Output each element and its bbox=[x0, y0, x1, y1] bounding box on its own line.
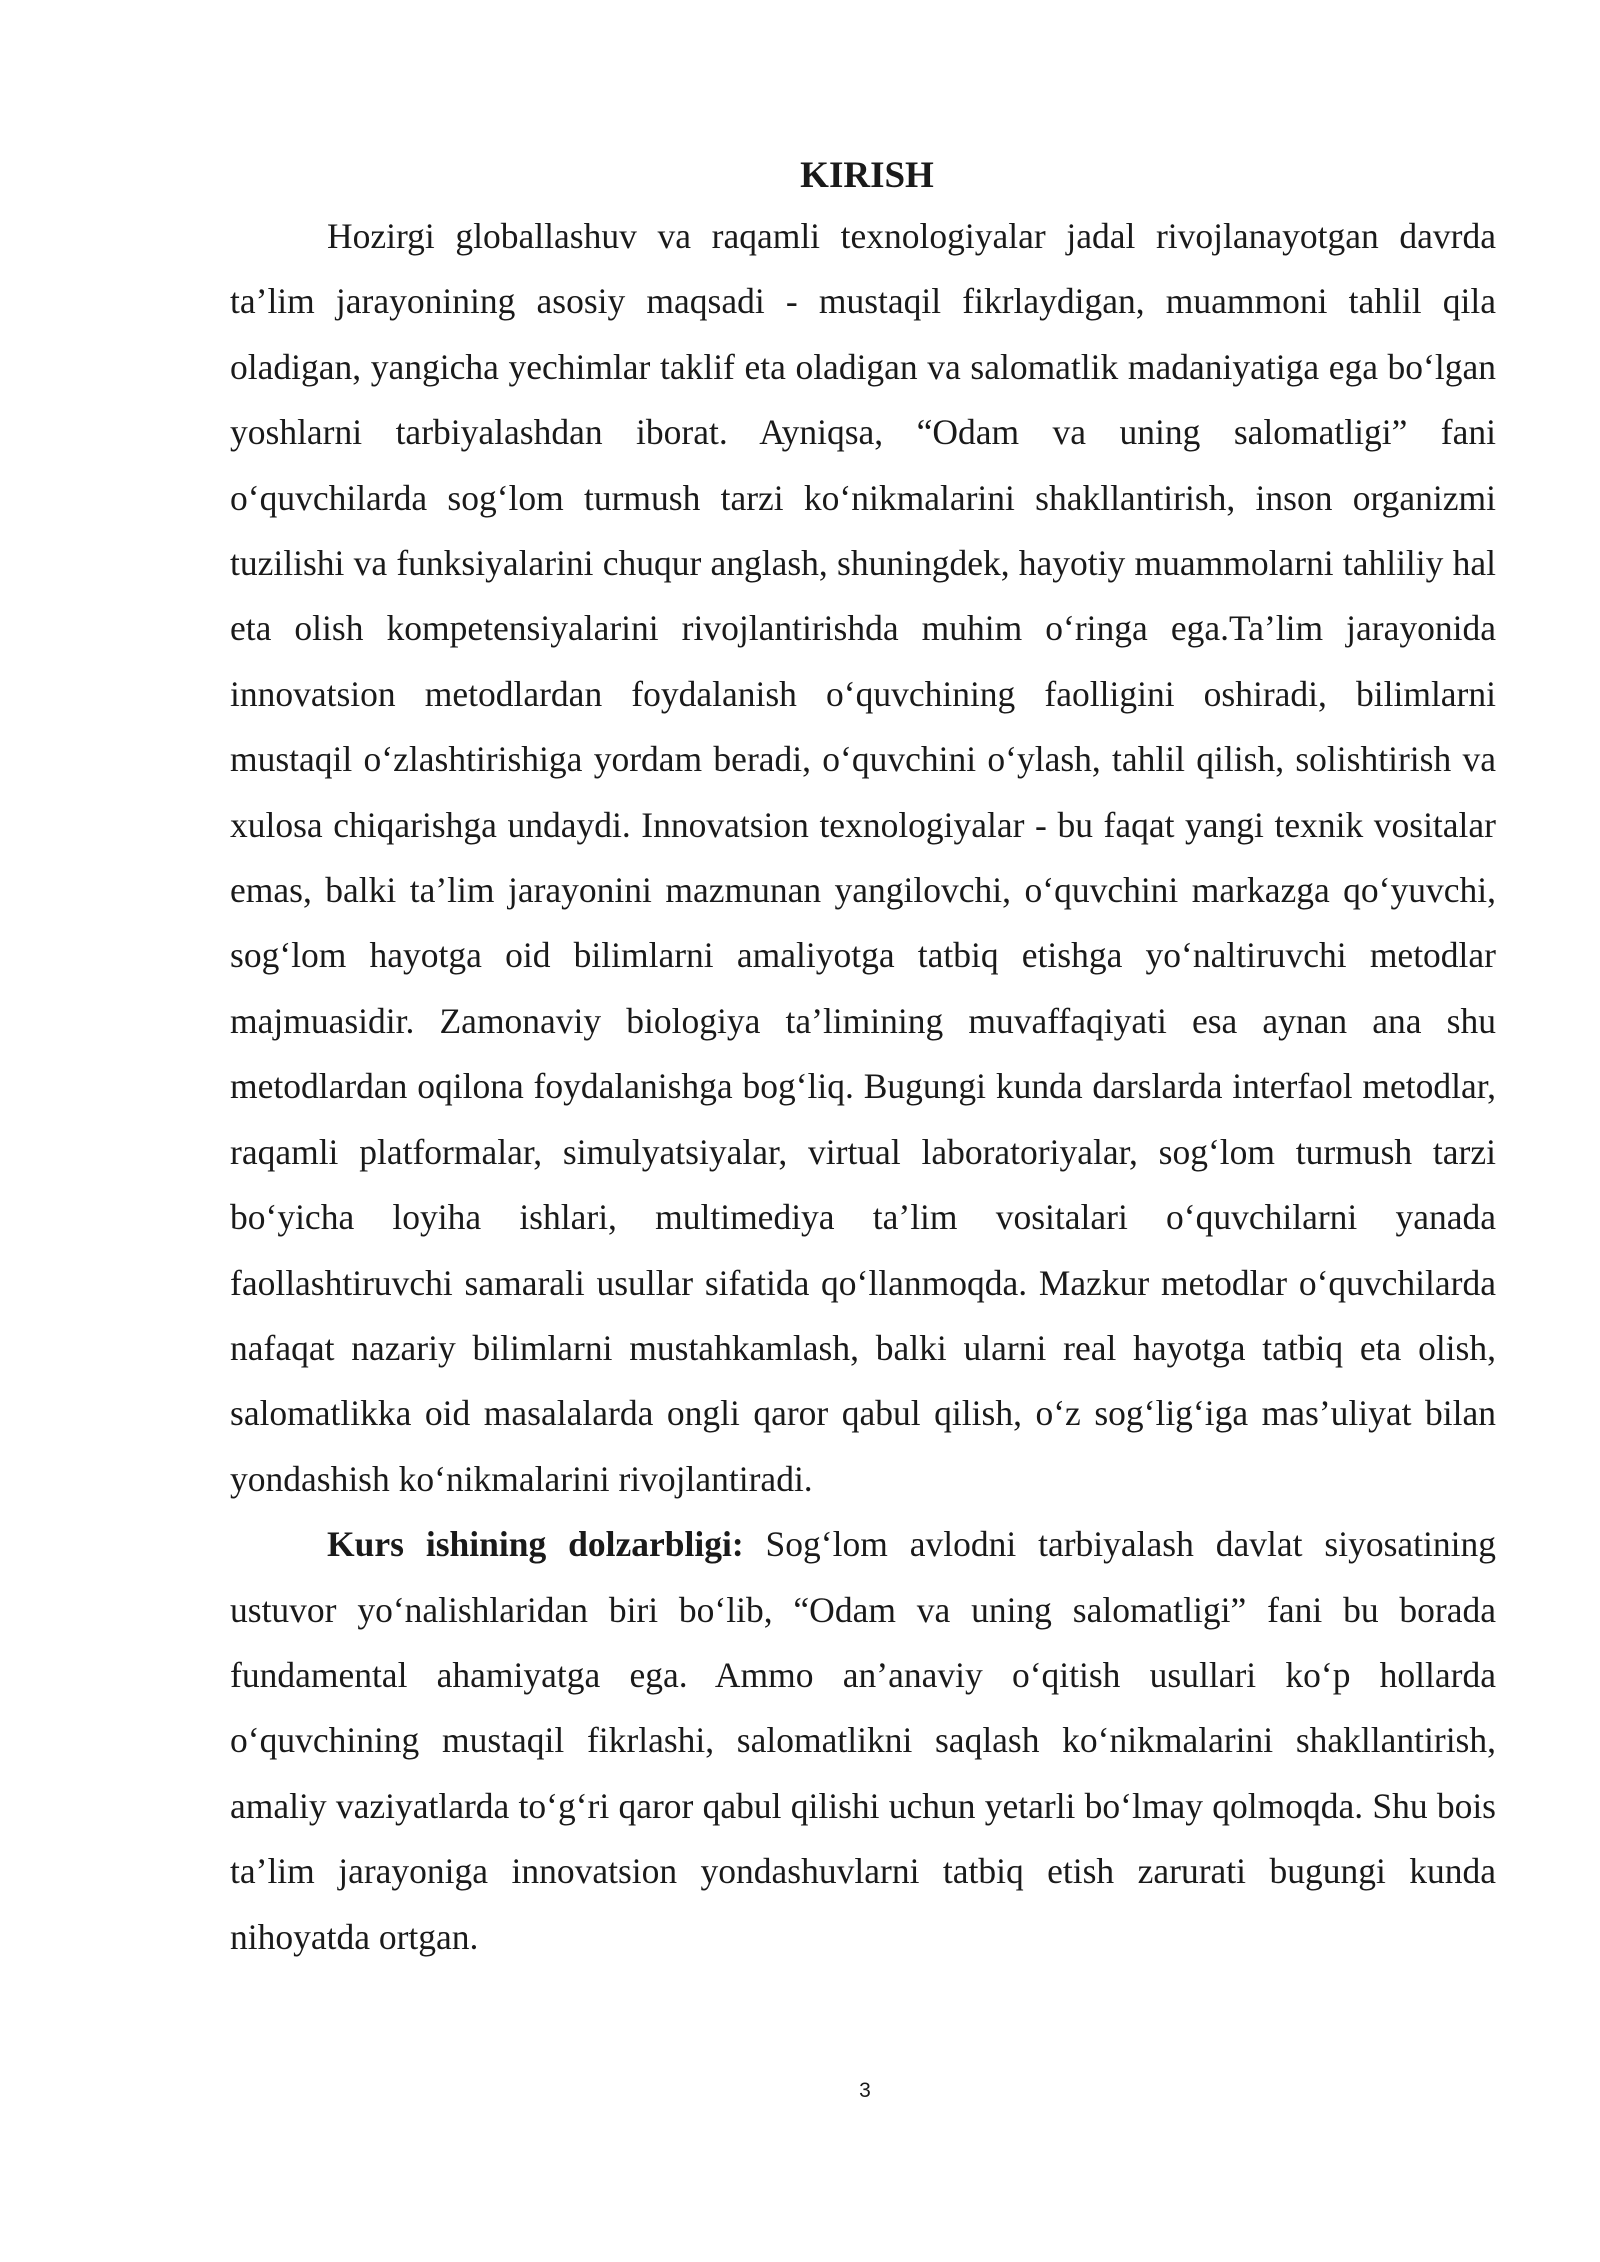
body-paragraph-relevance bbox=[230, 1512, 1496, 1970]
relevance-body-text: Sog‘lom avlodni tarbiyalash davlat siyosatining ustuvor yo‘nalishlaridan biri bo‘lib, “Odam va uning salomatligi” fani bu borada fundamental ahamiyatga ega. Ammo an’anaviy o‘qitish usullari ko‘p hollarda o‘quvchining mustaqil fikrlashi, salomatlikni saqlash ko‘nikmalarini shakllantirish, amaliy vaziyatlarda to‘g‘ri qaror qabul qilishi uchun yetarli bo‘lmay qolmoqda. Shu bois ta’lim jarayoniga innovatsion yondashuvlarni tatbiq etish zarurati bugungi kunda nihoyatda ortgan. bbox=[230, 1524, 1496, 1957]
page-number: 3 bbox=[859, 2079, 871, 2102]
relevance-lead-label: Kurs ishining dolzarbligi: bbox=[327, 1524, 744, 1565]
page-content bbox=[230, 148, 1496, 1970]
section-heading: KIRISH bbox=[800, 155, 934, 196]
body-paragraph-introduction: Hozirgi globallashuv va raqamli texnologiyalar jadal rivojlanayotgan davrda ta’lim jarayonining asosiy maqsadi - mustaqil fikrlaydigan, muammoni tahlil qila oladigan, yangicha yechimlar taklif eta oladigan va salomatlik madaniyatiga ega bo‘lgan yoshlarni tarbiyalashdan iborat. Ayniqsa, “Odam va uning salomatligi” fani o‘quvchilarda sog‘lom turmush tarzi ko‘nikmalarini shakllantirish, inson organizmi tuzilishi va funksiyalarini chuqur anglash, shuningdek, hayotiy muammolarni tahliliy hal eta olish kompetensiyalarini rivojlantirishda muhim o‘ringa ega.Ta’lim jarayonida innovatsion metodlardan foydalanish o‘quvchining faolligini oshiradi, bilimlarni mustaqil o‘zlashtirishiga yordam beradi, o‘quvchini o‘ylash, tahlil qilish, solishtirish va xulosa chiqarishga undaydi. Innovatsion texnologiyalar - bu faqat yangi texnik vositalar emas, balki ta’lim jarayonini mazmunan yangilovchi, o‘quvchini markazga qo‘yuvchi, sog‘lom hayotga oid bilimlarni amaliyotga tatbiq etishga yo‘naltiruvchi metodlar majmuasidir. Zamonaviy biologiya ta’limining muvaffaqiyati esa aynan ana shu metodlardan oqilona foydalanishga bog‘liq. Bugungi kunda darslarda interfaol metodlar, raqamli platformalar, simulyatsiyalar, virtual laboratoriyalar, sog‘lom turmush tarzi bo‘yicha loyiha ishlari, multimediya ta’lim vositalari o‘quvchilarni yanada faollashtiruvchi samarali usullar sifatida qo‘llanmoqda. Mazkur metodlar o‘quvchilarda nafaqat nazariy bilimlarni mustahkamlash, balki ularni real hayotga tatbiq eta olish, salomatlikka oid masalalarda ongli qaror qabul qilish, o‘z sog‘lig‘iga mas’uliyat bilan yondashish ko‘nikmalarini rivojlantiradi. bbox=[230, 216, 1496, 1499]
